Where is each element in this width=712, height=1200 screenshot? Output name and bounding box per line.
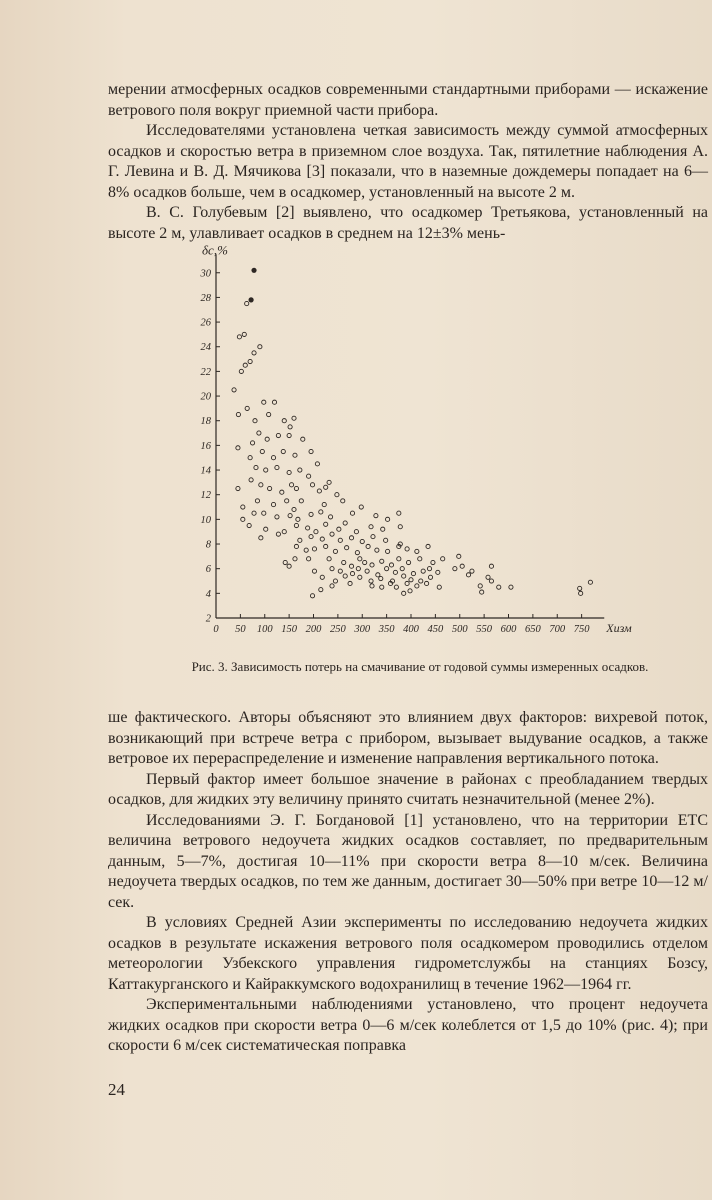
x-tick-label: 0 [213, 624, 219, 635]
data-point [319, 588, 323, 592]
data-point [282, 419, 286, 423]
data-point [304, 548, 308, 552]
paragraph: Исследователями установлена четкая зависимость между суммой атмосферных осадков и скоростью ветра в приземном слое воздуха. Так, пятилетние наблюдения А. Г. Левина и В. Д. Мячикова [3] показали, что в наземные дождемеры попадает на 6—8% осадков больше, чем в осадкомер, установленный на высоте 2 м. [108, 122, 708, 201]
data-point [248, 359, 252, 363]
data-point [312, 547, 316, 551]
data-point-filled [251, 268, 256, 273]
x-tick-label: 350 [378, 624, 395, 635]
data-point [271, 456, 275, 460]
data-point [421, 569, 425, 573]
data-point [408, 589, 412, 593]
data-point [398, 525, 402, 529]
data-point [239, 369, 243, 373]
data-point [250, 441, 254, 445]
data-point [320, 537, 324, 541]
data-point [369, 525, 373, 529]
data-point [457, 554, 461, 558]
data-point [232, 388, 236, 392]
data-point [466, 573, 470, 577]
data-point [415, 584, 419, 588]
data-point [358, 575, 362, 579]
data-point [489, 579, 493, 583]
data-point [405, 547, 409, 551]
data-point [330, 567, 334, 571]
data-point [241, 505, 245, 509]
data-point [243, 363, 247, 367]
x-tick-label: 600 [500, 624, 517, 635]
data-point [307, 474, 311, 478]
data-point [343, 574, 347, 578]
data-point [253, 419, 257, 423]
data-point [402, 574, 406, 578]
data-point [350, 572, 354, 576]
paragraph: В. С. Голубевым [2] выявлено, что осадкомер Третьякова, установленный на высоте 2 м, улавливает осадков в среднем на 12±3% мень- [108, 204, 708, 242]
data-point [319, 510, 323, 514]
data-point [478, 584, 482, 588]
data-point [294, 486, 298, 490]
data-point [309, 512, 313, 516]
x-tick-label: 750 [573, 624, 590, 635]
x-tick-label: 150 [281, 624, 297, 635]
paragraph: мерении атмосферных осадков современными стандартными приборами — искажение ветрового поля вокруг приемной части прибора. [108, 81, 708, 119]
data-point [309, 449, 313, 453]
data-point [393, 570, 397, 574]
page-number: 24 [108, 1080, 125, 1099]
data-point [588, 580, 592, 584]
data-point [252, 511, 256, 515]
data-point [356, 567, 360, 571]
data-point [236, 486, 240, 490]
data-point [365, 569, 369, 573]
data-point [293, 557, 297, 561]
data-point [287, 433, 291, 437]
data-point [405, 581, 409, 585]
y-tick-label: 4 [205, 588, 211, 600]
data-point [289, 483, 293, 487]
data-point [406, 560, 410, 564]
data-point [265, 437, 269, 441]
data-point [237, 335, 241, 339]
x-tick-label: 450 [427, 624, 444, 635]
y-tick-label: 28 [200, 292, 211, 304]
data-point [288, 514, 292, 518]
data-point [254, 465, 258, 469]
data-point [400, 567, 404, 571]
data-point [355, 551, 359, 555]
x-tick-label: 250 [330, 624, 346, 635]
data-point [298, 538, 302, 542]
y-tick-label: 22 [200, 366, 211, 378]
figure-caption: Рис. 3. Зависимость потерь на смачивание от годовой суммы измеренных осадков. [191, 659, 649, 674]
data-point [349, 536, 353, 540]
data-point [411, 572, 415, 576]
data-point [294, 544, 298, 548]
data-point [366, 544, 370, 548]
data-point [324, 522, 328, 526]
y-tick-label: 18 [200, 416, 211, 428]
data-point [272, 400, 276, 404]
data-point [287, 470, 291, 474]
data-point [320, 575, 324, 579]
data-point [436, 570, 440, 574]
data-point [375, 548, 379, 552]
y-tick-label: 10 [200, 514, 211, 526]
data-point [486, 575, 490, 579]
data-point [437, 585, 441, 589]
data-point [242, 332, 246, 336]
x-axis-label: Xизм [606, 621, 632, 635]
data-point [259, 536, 263, 540]
data-point [370, 563, 374, 567]
y-tick-label: 12 [200, 490, 211, 502]
paragraph: В условиях Средней Азии эксперименты по исследованию недоучета жидких осадков в результате искажения ветрового поля осадкомером проводились отделом метеорологии Узбекского управления гидрометслужбы на станциях Бозсу, Каттакурганского и Кайраккумского водохранилищ в течение 1962—1964 гг. [108, 914, 708, 993]
data-point [247, 523, 251, 527]
data-point [460, 564, 464, 568]
data-point [236, 446, 240, 450]
data-point [342, 560, 346, 564]
chart-marks [232, 268, 593, 598]
x-tick-label: 500 [451, 624, 468, 635]
y-tick-label: 26 [200, 317, 211, 329]
data-point [418, 557, 422, 561]
data-point [480, 590, 484, 594]
data-point [348, 581, 352, 585]
data-point [427, 567, 431, 571]
data-point [358, 557, 362, 561]
x-tick-label: 550 [476, 624, 492, 635]
data-point [310, 594, 314, 598]
data-point [324, 544, 328, 548]
data-point [335, 493, 339, 497]
data-point [257, 431, 261, 435]
data-point [255, 499, 259, 503]
data-point [285, 499, 289, 503]
data-point [268, 486, 272, 490]
data-point [354, 530, 358, 534]
x-tick-label: 200 [305, 624, 322, 635]
data-point [453, 567, 457, 571]
data-point [359, 505, 363, 509]
data-point [276, 433, 280, 437]
data-point [260, 449, 264, 453]
data-point [470, 569, 474, 573]
y-tick-label: 16 [200, 440, 211, 452]
data-point [275, 515, 279, 519]
data-point [578, 586, 582, 590]
data-point-filled [249, 297, 254, 302]
data-point [394, 585, 398, 589]
data-point [374, 514, 378, 518]
data-point [431, 560, 435, 564]
data-point [271, 502, 275, 506]
data-point [317, 489, 321, 493]
data-point [282, 530, 286, 534]
data-point [252, 351, 256, 355]
paragraph: Экспериментальными наблюдениями установлено, что процент недоучета жидких осадков при скорости ветра 0—6 м/сек колеблется от 1,5 до 10% (рис. 4); при скорости 6 м/сек систематическая поправка [108, 996, 708, 1054]
data-point [292, 507, 296, 511]
data-point [292, 416, 296, 420]
data-point [337, 527, 341, 531]
data-point [389, 563, 393, 567]
data-point [376, 573, 380, 577]
data-point [309, 535, 313, 539]
data-point [327, 557, 331, 561]
data-point [245, 406, 249, 410]
data-point [264, 468, 268, 472]
data-point [327, 480, 331, 484]
data-point [306, 526, 310, 530]
data-point [397, 557, 401, 561]
x-tick-label: 400 [403, 624, 419, 635]
data-point [296, 517, 300, 521]
data-point [280, 490, 284, 494]
data-point [249, 478, 253, 482]
data-point [360, 539, 364, 543]
data-point [293, 453, 297, 457]
text-block-top [108, 80, 708, 244]
data-point [371, 535, 375, 539]
data-point [350, 511, 354, 515]
data-point [275, 465, 279, 469]
y-tick-label: 14 [200, 465, 211, 477]
data-point [345, 546, 349, 550]
x-tick-label: 700 [549, 624, 566, 635]
data-point [314, 530, 318, 534]
data-point [322, 502, 326, 506]
data-point [349, 564, 353, 568]
y-tick-label: 8 [205, 539, 211, 551]
paragraph: Исследованиями Э. Г. Богдановой [1] установлено, что на территории ЕТС величина ветрового недоучета жидких осадков составляет, по предварительным данным, 5—7%, достигая 10—11% при скорости ветра 8—10 м/сек. Величина недоучета твердых осадков, по тем же данным, достигает 30—50% при ветре 10—12 м/сек. [108, 811, 708, 911]
x-tick-label: 50 [235, 624, 246, 635]
data-point [310, 483, 314, 487]
data-point [287, 564, 291, 568]
y-tick-label: 2 [205, 613, 211, 625]
data-point [307, 557, 311, 561]
data-point [241, 517, 245, 521]
data-point [426, 544, 430, 548]
text-block-bottom [108, 708, 708, 1057]
data-point [384, 538, 388, 542]
data-point [333, 579, 337, 583]
data-point [489, 564, 493, 568]
data-point [402, 591, 406, 595]
data-point [425, 581, 429, 585]
data-point [579, 591, 583, 595]
data-point [338, 538, 342, 542]
x-tick-label: 300 [354, 624, 371, 635]
chart-ticks [200, 268, 591, 635]
data-point [381, 527, 385, 531]
data-point [324, 485, 328, 489]
data-point [330, 532, 334, 536]
data-point [343, 521, 347, 525]
scatter-chart [190, 242, 632, 653]
data-point [363, 560, 367, 564]
data-point [397, 511, 401, 515]
data-point [380, 585, 384, 589]
data-point [288, 425, 292, 429]
data-point [267, 412, 271, 416]
data-point [419, 579, 423, 583]
data-point [301, 437, 305, 441]
data-point [276, 532, 280, 536]
data-point [509, 585, 513, 589]
data-point [245, 301, 249, 305]
data-point [428, 575, 432, 579]
data-point [333, 549, 337, 553]
paragraph: Первый фактор имеет большое значение в районах с преобладанием твердых осадков, для жидких эту величину принято считать незначительной (менее 2%). [108, 770, 708, 808]
data-point [298, 468, 302, 472]
data-point [262, 511, 266, 515]
y-tick-label: 20 [200, 391, 211, 403]
data-point [341, 499, 345, 503]
data-point [497, 585, 501, 589]
data-point [415, 549, 419, 553]
data-point [330, 584, 334, 588]
data-point [264, 527, 268, 531]
data-point [338, 569, 342, 573]
x-tick-label: 100 [256, 624, 273, 635]
data-point [385, 567, 389, 571]
data-point [315, 462, 319, 466]
data-point [386, 549, 390, 553]
data-point [259, 483, 263, 487]
data-point [262, 400, 266, 404]
y-tick-label: 24 [200, 342, 211, 354]
y-tick-label: 6 [205, 564, 211, 576]
data-point [369, 579, 373, 583]
data-point [379, 576, 383, 580]
y-tick-label: 30 [200, 268, 211, 280]
data-point [294, 523, 298, 527]
data-point [386, 517, 390, 521]
data-point [370, 584, 374, 588]
y-axis-label: δс,% [202, 242, 228, 258]
data-point [299, 499, 303, 503]
data-point [248, 456, 252, 460]
data-point [409, 578, 413, 582]
data-point [236, 412, 240, 416]
data-point [380, 559, 384, 563]
data-point [328, 515, 332, 519]
data-point [441, 557, 445, 561]
data-point [312, 569, 316, 573]
data-point [283, 560, 287, 564]
x-tick-label: 650 [525, 624, 541, 635]
data-point [281, 449, 285, 453]
paragraph: ше фактического. Авторы объясняют это влиянием двух факторов: вихревой поток, возникающий при встрече ветра с прибором, вызывает выдувание осадков, а также ветровое их перераспределение и изменение направления вертикального потока. [108, 709, 708, 767]
data-point [258, 345, 262, 349]
